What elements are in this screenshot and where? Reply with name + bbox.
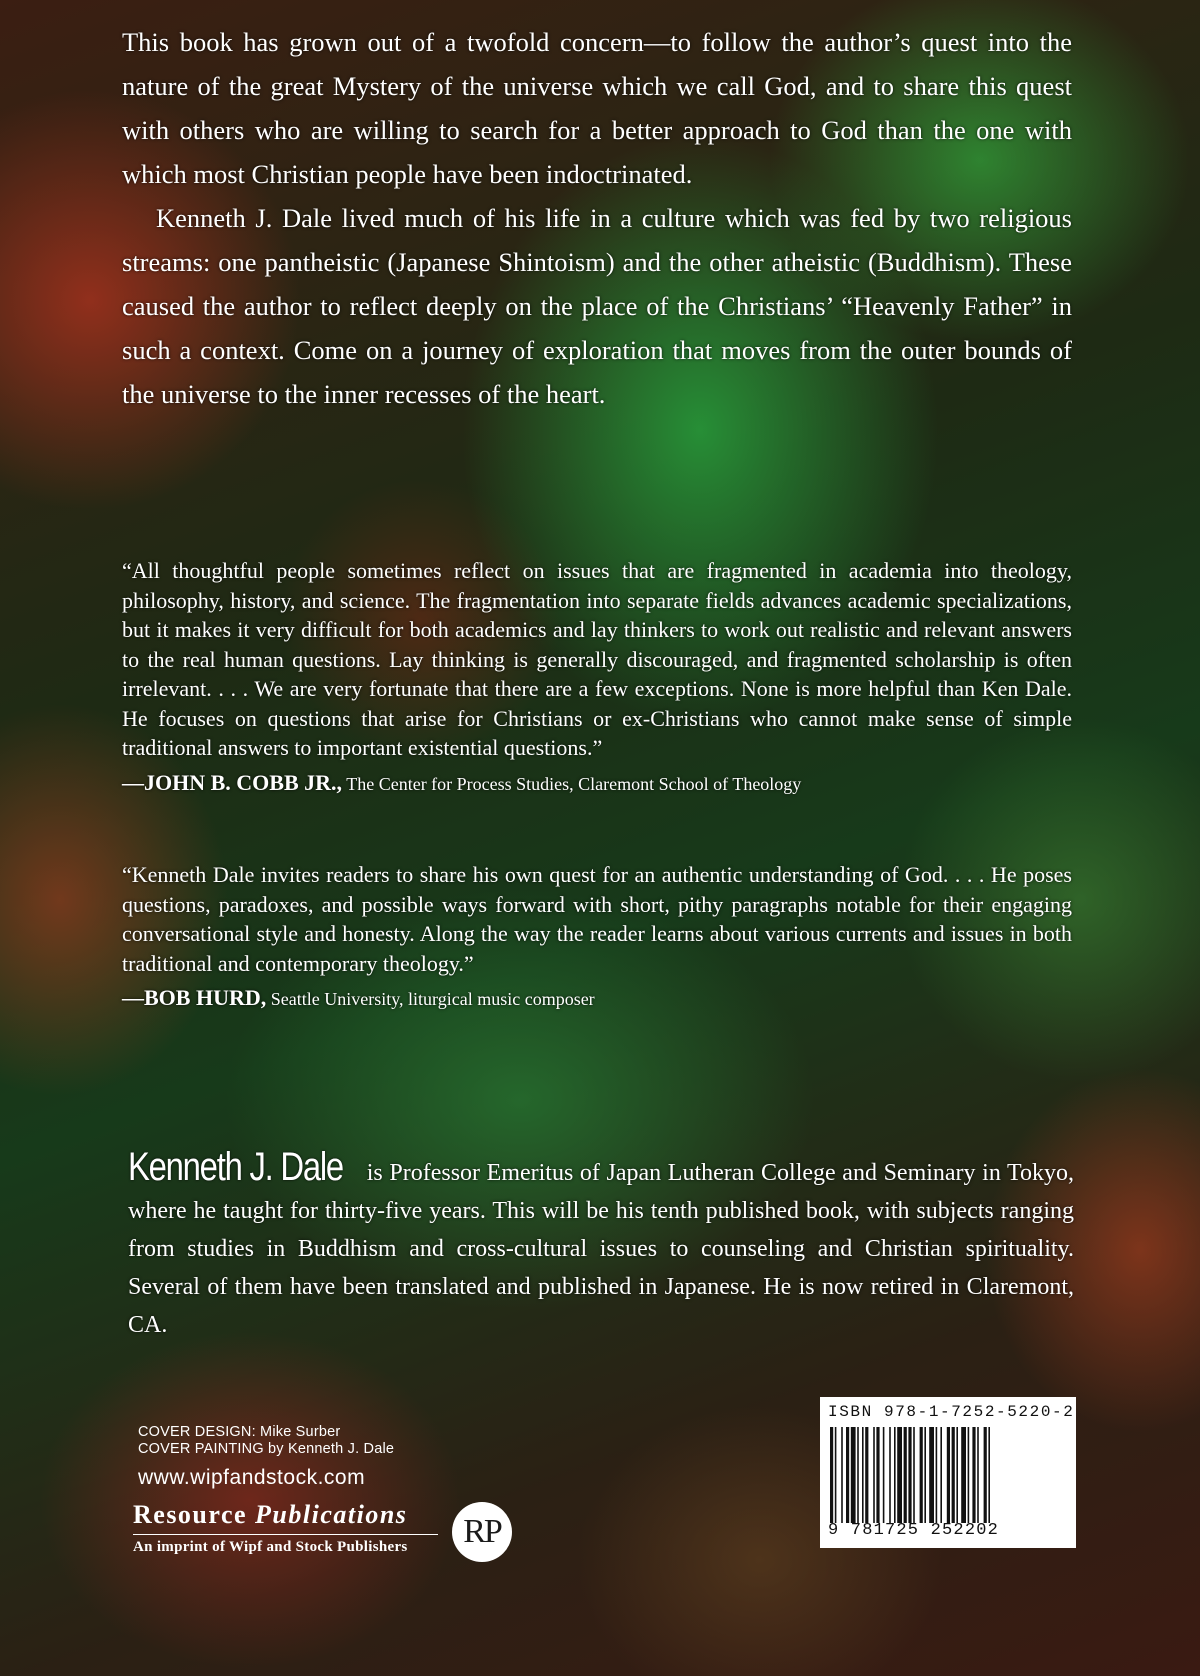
endorsement-quote: “All thoughtful people sometimes reflect on issues that are fragmented in academia into theology, philosophy, history, and science. The fragmentation into separate fields advances academic specializations, but it makes it very difficult for both academics and lay thinkers to work out realistic and relevant answers to the real human questions. Lay thinking is generally discouraged, and fragmented scholarship is often irrelevant. . . . We are very fortunate that there are a few exceptions. None is more helpful than Ken Dale. He focuses on questions that arise for Christians or ex-Christians who cannot make sense of simple traditional answers to important existential questions.” — [122, 558, 1072, 760]
rp-logo-icon: RP — [452, 1502, 512, 1562]
publisher-block — [133, 1500, 438, 1556]
endorsement-attribution — [122, 771, 1072, 796]
endorser-name: —BOB HURD, — [122, 985, 267, 1010]
publisher-website: www.wipfandstock.com — [138, 1466, 366, 1489]
endorser-affiliation: The Center for Process Studies, Claremont School of Theology — [346, 773, 802, 794]
endorsement-1 — [122, 556, 1072, 796]
endorsement-quote: “Kenneth Dale invites readers to share his own quest for an authentic understanding of God. . . . He poses questions, paradoxes, and possible ways forward with short, pithy paragraphs notable for their engaging conversational style and honesty. Along the way the reader learns about various currents and issues in both traditional and contemporary theology.” — [122, 862, 1072, 976]
bio-text: is Professor Emeritus of Japan Lutheran College and Seminary in Tokyo, where he taught for thirty-five years. This will be his tenth published book, with subjects ranging from studies in Buddhism and cross-cultural issues to counseling and Christian spirituality. Several of them have been translated and published in Japanese. He is now retired in Claremont, CA. — [128, 1160, 1074, 1338]
bio-author-name: Kenneth J. Dale — [128, 1145, 343, 1189]
cover-painting-credit: COVER PAINTING by Kenneth J. Dale — [138, 1441, 395, 1457]
publisher-name — [133, 1500, 438, 1530]
book-description — [122, 20, 1072, 416]
endorsement-2 — [122, 860, 1072, 1011]
publisher-name-part1: Resource — [133, 1500, 256, 1529]
isbn-number: ISBN 978-1-7252-5220-2 — [828, 1403, 1075, 1421]
publisher-divider — [133, 1534, 438, 1535]
description-paragraph-2: Kenneth J. Dale lived much of his life in a culture which was fed by two religious streams: one pantheistic (Japanese Shintoism) and the other atheistic (Buddhism). These caused the author to reflect deeply on the place of the Christians’ “Heavenly Father” in such a context. Come on a journey of exploration that moves from the outer bounds of the universe to the inner recesses of the heart. — [122, 203, 1072, 409]
description-paragraph-1: This book has grown out of a twofold concern—to follow the author’s quest into the nature of the great Mystery of the universe which we call God, and to share this quest with others who are willing to search for a better approach to God than the one with which most Christian people have been indoctrinated. — [122, 27, 1072, 189]
isbn-barcode — [820, 1397, 1076, 1548]
endorser-affiliation: Seattle University, liturgical music composer — [270, 989, 595, 1009]
endorsement-attribution — [122, 986, 1072, 1011]
publisher-imprint: An imprint of Wipf and Stock Publishers — [133, 1539, 408, 1555]
cover-credits — [138, 1424, 394, 1458]
endorser-name: —JOHN B. COBB JR., — [122, 769, 343, 795]
cover-design-credit: COVER DESIGN: Mike Surber — [138, 1424, 341, 1440]
bio-paragraph — [128, 1145, 1074, 1344]
author-bio — [128, 1145, 1074, 1344]
publisher-name-part2: Publications — [255, 1500, 408, 1529]
barcode-digits: 9 781725 252202 — [828, 1521, 1000, 1540]
barcode-bars-icon — [828, 1427, 1068, 1523]
